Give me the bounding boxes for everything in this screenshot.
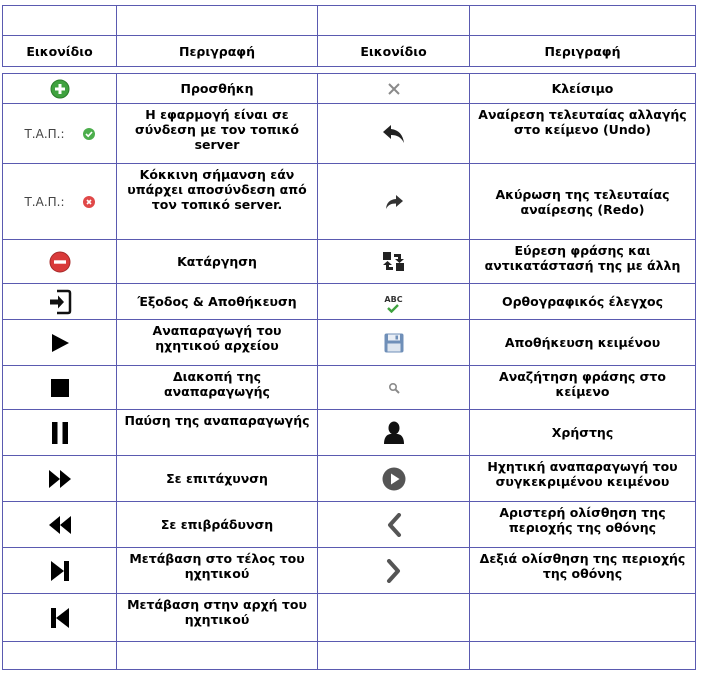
table-row	[3, 164, 696, 240]
table-row	[3, 548, 696, 594]
description-cell: Εύρεση φράσης και αντικατάστασή της με άλλη	[470, 240, 696, 284]
table-row	[3, 410, 696, 456]
header-icon-col-1: Εικονίδιο	[3, 36, 117, 67]
description-cell: Ορθογραφικός έλεγχος	[470, 284, 696, 320]
description-cell: Κόκκινη σήμανση εάν υπάρχει αποσύνδεση από τον τοπικό server.	[117, 164, 318, 240]
description-cell: Έξοδος & Αποθήκευση	[117, 284, 318, 320]
icon-cell	[3, 548, 117, 594]
icon-cell	[318, 320, 470, 366]
header-icon-col-2: Εικονίδιο	[318, 36, 470, 67]
header-table	[2, 5, 696, 67]
table-row	[3, 456, 696, 502]
empty-cell	[3, 642, 117, 670]
icon-cell	[3, 594, 117, 642]
empty-cell	[318, 594, 470, 642]
icon-cell	[3, 104, 117, 164]
icon-cell	[318, 548, 470, 594]
icon-cell	[318, 456, 470, 502]
redo-icon	[383, 193, 405, 211]
header-blank-cell	[470, 6, 696, 36]
icon-cell	[318, 74, 470, 104]
fast-forward-icon	[48, 469, 72, 489]
table-row	[3, 642, 696, 670]
icon-cell	[318, 104, 470, 164]
exit-save-icon	[48, 289, 72, 315]
icon-cell	[3, 164, 117, 240]
pause-icon	[51, 422, 69, 444]
tap-label: Τ.Α.Π.:	[24, 126, 65, 141]
tap-disconnected-indicator	[24, 195, 94, 209]
icon-cell	[3, 74, 117, 104]
add-icon	[50, 79, 70, 99]
empty-cell	[117, 642, 318, 670]
table-row	[3, 320, 696, 366]
icon-cell	[318, 164, 470, 240]
header-blank-cell	[117, 6, 318, 36]
icon-table	[2, 73, 696, 670]
description-cell: Η εφαρμογή είναι σε σύνδεση με τον τοπικό server	[117, 104, 318, 164]
icon-cell	[3, 502, 117, 548]
icon-cell	[318, 410, 470, 456]
icon-cell	[3, 240, 117, 284]
icon-cell	[3, 366, 117, 410]
description-cell: Αναπαραγωγή του ηχητικού αρχείου	[117, 320, 318, 366]
icon-cell	[318, 366, 470, 410]
save-disk-icon	[384, 333, 404, 353]
tap-label: Τ.Α.Π.:	[24, 194, 65, 209]
rewind-icon	[48, 515, 72, 535]
skip-end-icon	[50, 560, 70, 582]
chevron-left-icon	[386, 513, 402, 537]
icon-cell	[3, 456, 117, 502]
description-cell: Μετάβαση στην αρχή του ηχητικού	[117, 594, 318, 642]
empty-cell	[318, 642, 470, 670]
description-cell: Ακύρωση της τελευταίας αναίρεσης (Redo)	[470, 164, 696, 240]
icon-cell	[318, 284, 470, 320]
icon-cell	[3, 320, 117, 366]
header-desc-col-2: Περιγραφή	[470, 36, 696, 67]
tap-disconnected-icon	[83, 196, 95, 208]
description-cell: Μετάβαση στο τέλος του ηχητικού	[117, 548, 318, 594]
table-row	[3, 594, 696, 642]
header-desc-col-1: Περιγραφή	[117, 36, 318, 67]
chevron-right-icon	[386, 559, 402, 583]
description-cell: Παύση της αναπαραγωγής	[117, 410, 318, 456]
user-icon	[383, 421, 405, 445]
table-row	[3, 74, 696, 104]
tap-connected-icon	[83, 128, 95, 140]
description-cell: Κατάργηση	[117, 240, 318, 284]
description-cell: Δεξιά ολίσθηση της περιοχής της οθόνης	[470, 548, 696, 594]
empty-cell	[470, 594, 696, 642]
description-cell: Αποθήκευση κειμένου	[470, 320, 696, 366]
description-cell: Χρήστης	[470, 410, 696, 456]
table-row	[3, 366, 696, 410]
description-cell: Ηχητική αναπαραγωγή του συγκεκριμένου κειμένου	[470, 456, 696, 502]
icon-cell	[318, 502, 470, 548]
description-cell: Σε επιτάχυνση	[117, 456, 318, 502]
description-cell: Σε επιβράδυνση	[117, 502, 318, 548]
description-cell: Προσθήκη	[117, 74, 318, 104]
description-cell: Κλείσιμο	[470, 74, 696, 104]
stop-icon	[51, 379, 69, 397]
icon-cell	[318, 240, 470, 284]
spellcheck-icon	[384, 295, 402, 313]
play-icon	[50, 333, 70, 353]
search-icon	[388, 382, 400, 394]
empty-cell	[470, 642, 696, 670]
header-blank-cell	[318, 6, 470, 36]
table-row	[3, 502, 696, 548]
skip-start-icon	[50, 607, 70, 629]
description-cell: Αναίρεση τελευταίας αλλαγής στο κείμενο (Undo)	[470, 104, 696, 164]
table-row	[3, 240, 696, 284]
header-blank-cell	[3, 6, 117, 36]
close-icon	[387, 82, 401, 96]
spellcheck-icon-text: ABC	[384, 294, 403, 304]
description-cell: Αριστερή ολίσθηση της περιοχής της οθόνης	[470, 502, 696, 548]
icon-cell	[3, 410, 117, 456]
check-mark-icon	[385, 304, 401, 313]
play-circle-icon	[382, 467, 406, 491]
undo-icon	[381, 123, 407, 145]
description-cell: Διακοπή της αναπαραγωγής	[117, 366, 318, 410]
description-cell: Αναζήτηση φράσης στο κείμενο	[470, 366, 696, 410]
tap-connected-indicator	[24, 127, 94, 141]
table-row	[3, 284, 696, 320]
remove-icon	[49, 251, 71, 273]
table-row	[3, 104, 696, 164]
find-replace-icon	[382, 251, 406, 273]
icon-cell	[3, 284, 117, 320]
